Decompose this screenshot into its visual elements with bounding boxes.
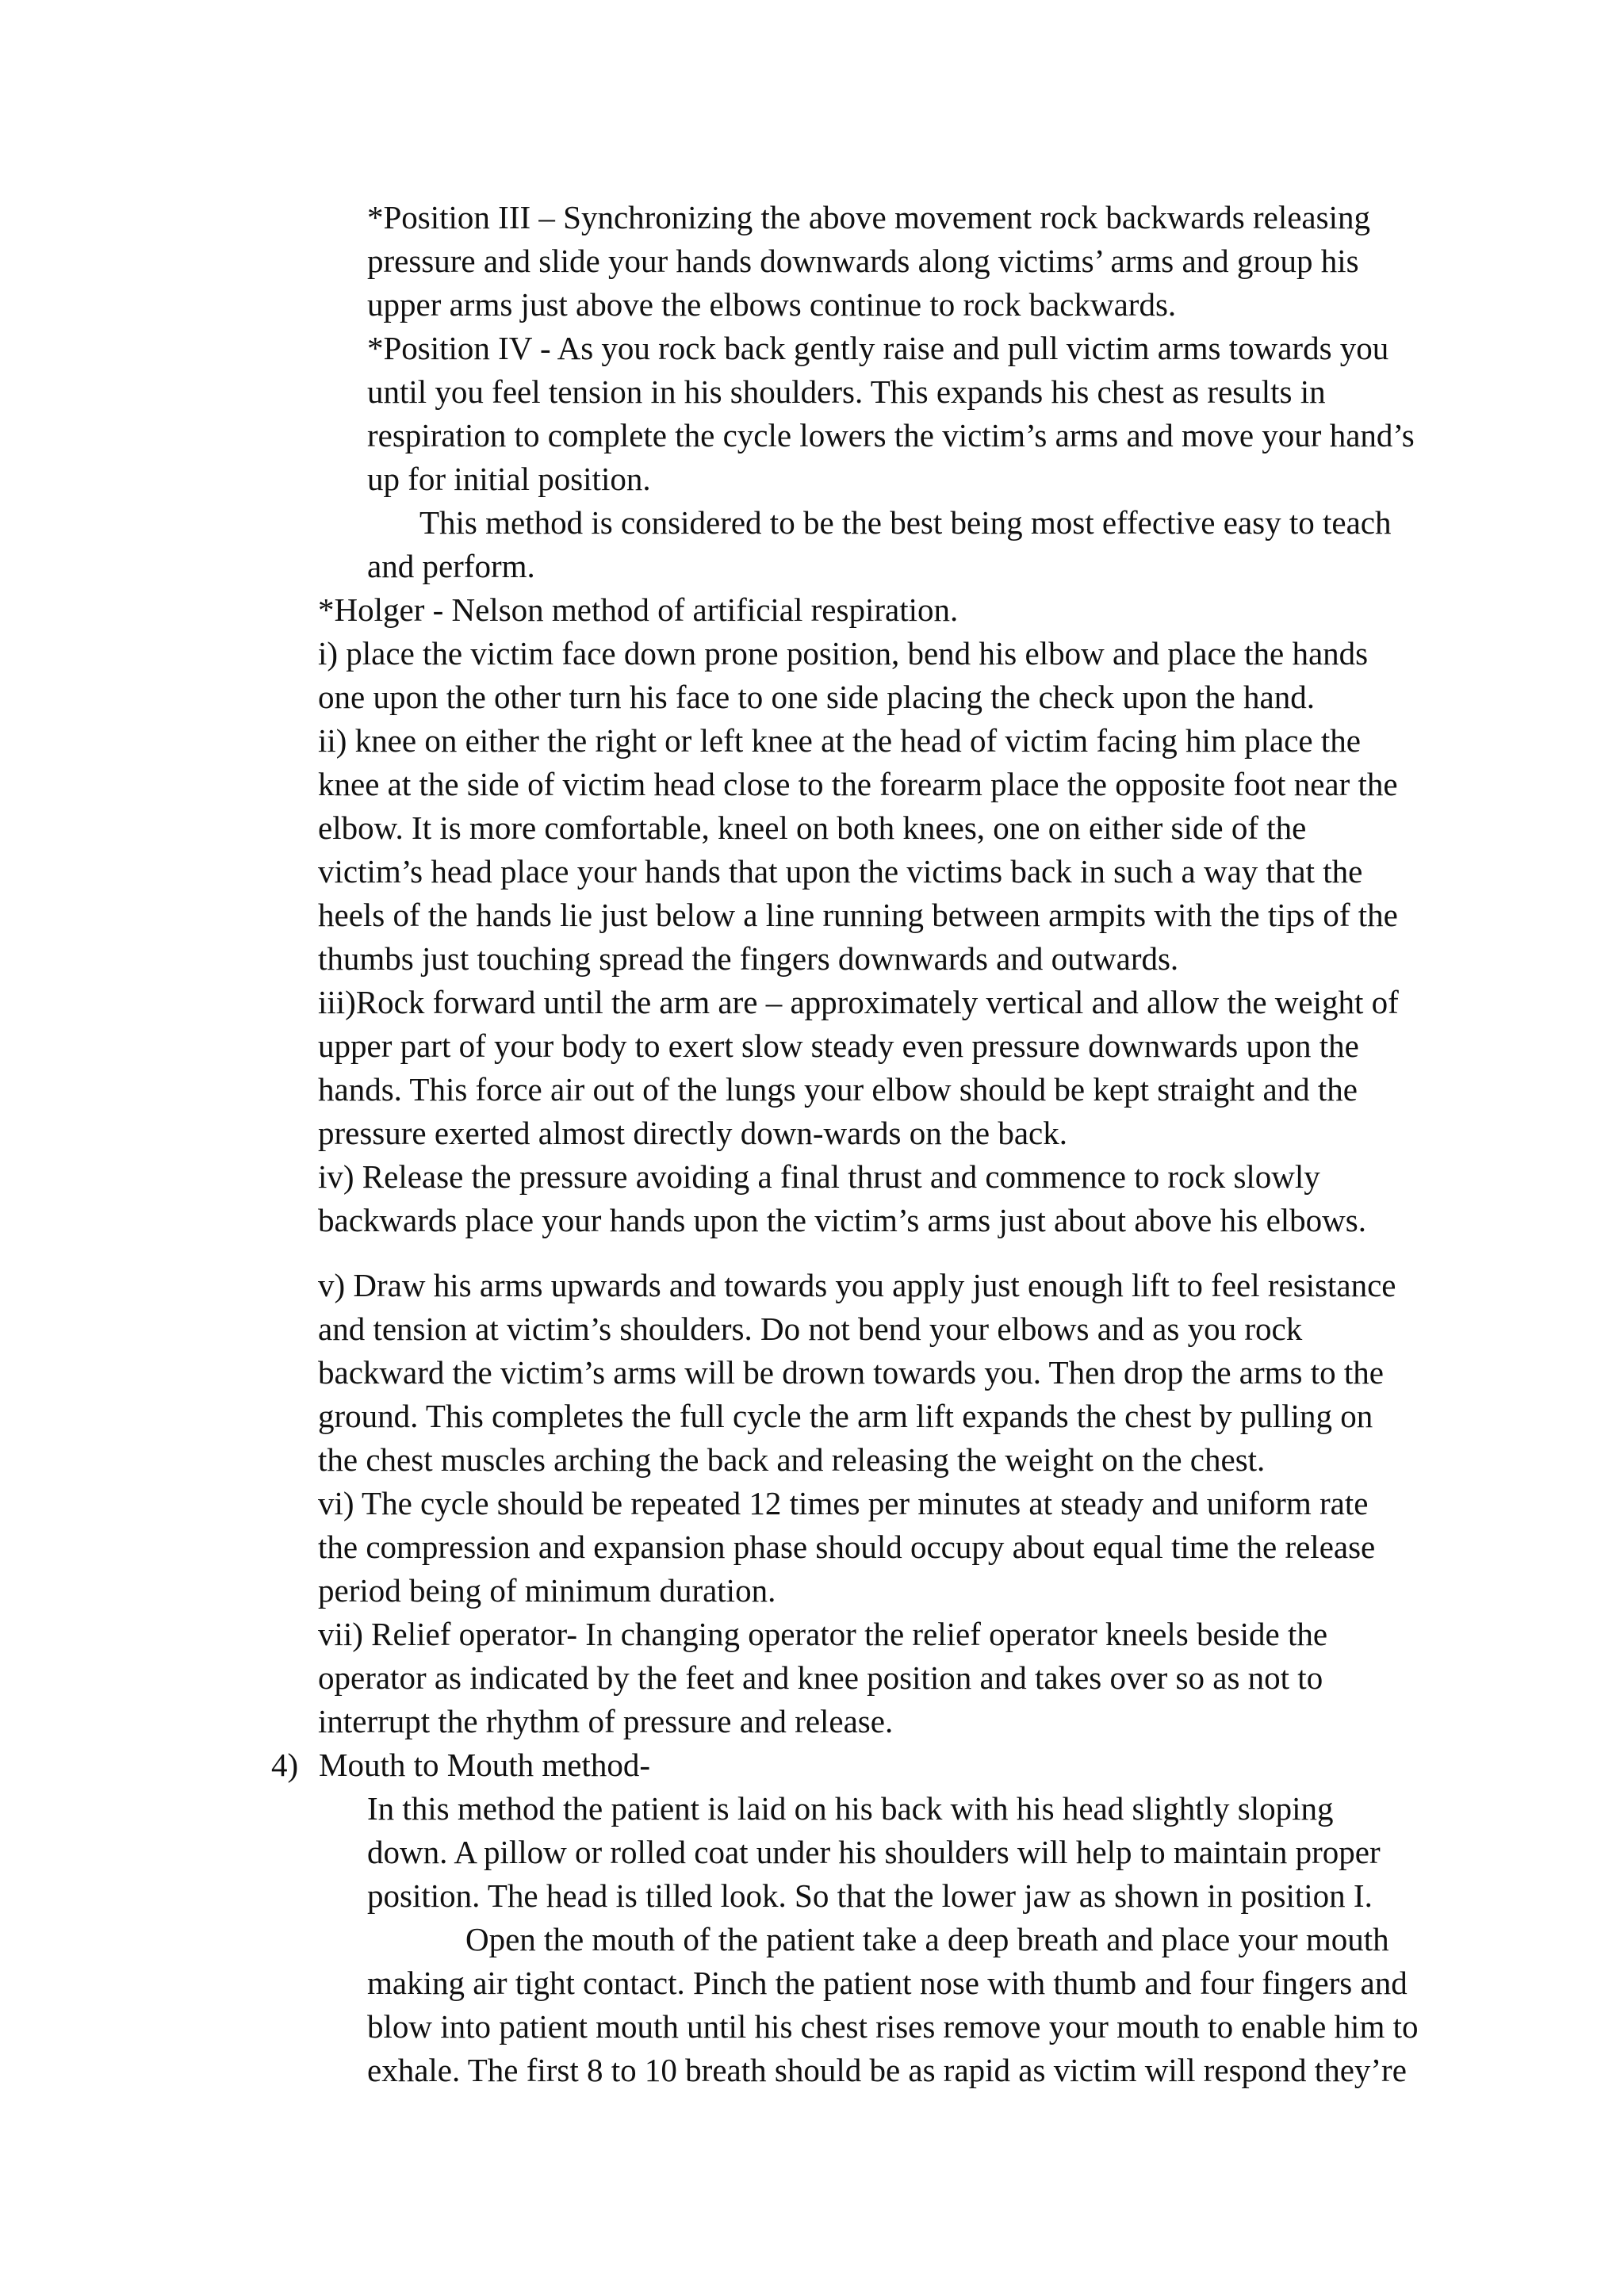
text-line: interrupt the rhythm of pressure and release.: [318, 1703, 894, 1739]
heading-text: Mouth to Mouth method-: [319, 1747, 650, 1783]
text-line: hands. This force air out of the lungs your elbow should be kept straight and the: [318, 1071, 1358, 1108]
text-line: vii) Relief operator- In changing operator the relief operator kneels beside the: [318, 1616, 1328, 1652]
text-line: up for initial position.: [367, 461, 651, 497]
text-line: iv) Release the pressure avoiding a final thrust and commence to rock slowly: [318, 1158, 1320, 1195]
text-line: heels of the hands lie just below a line running between armpits with the tips of the: [318, 897, 1398, 933]
section-heading-mouth-to-mouth: [271, 1743, 650, 1787]
text-line: *Position IV - As you rock back gently raise and pull victim arms towards you: [367, 330, 1389, 366]
text-line: pressure and slide your hands downwards along victims’ arms and group his: [367, 243, 1359, 279]
text-line: making air tight contact. Pinch the patient nose with thumb and four fingers and: [367, 1965, 1408, 2001]
text-line: victim’s head place your hands that upon the victims back in such a way that the: [318, 853, 1363, 890]
section-heading-holger-nelson: *Holger - Nelson method of artificial respiration.: [318, 591, 959, 628]
text-line: until you feel tension in his shoulders. This expands his chest as results in: [367, 373, 1326, 410]
text-line: elbow. It is more comfortable, kneel on both knees, one on either side of the: [318, 809, 1307, 846]
text-line: blow into patient mouth until his chest rises remove your mouth to enable him to: [367, 2008, 1419, 2045]
text-line: ii) knee on either the right or left knee at the head of victim facing him place the: [318, 722, 1361, 759]
text-line: pressure exerted almost directly down-wards on the back.: [318, 1115, 1067, 1151]
text-line: v) Draw his arms upwards and towards you apply just enough lift to feel resistance: [318, 1267, 1396, 1303]
text-line: down. A pillow or rolled coat under his shoulders will help to maintain proper: [367, 1834, 1381, 1870]
text-line: exhale. The first 8 to 10 breath should be as rapid as victim will respond they’re: [367, 2052, 1407, 2088]
text-line: *Position III – Synchronizing the above movement rock backwards releasing: [367, 199, 1370, 235]
text-line: knee at the side of victim head close to the forearm place the opposite foot near the: [318, 766, 1398, 802]
text-line: This method is considered to be the best being most effective easy to teach: [419, 504, 1392, 541]
text-line: period being of minimum duration.: [318, 1572, 776, 1609]
text-line: iii)Rock forward until the arm are – approximately vertical and allow the weight of: [318, 984, 1399, 1020]
text-line: the chest muscles arching the back and releasing the weight on the chest.: [318, 1441, 1266, 1478]
text-line: position. The head is tilled look. So that the lower jaw as shown in position I.: [367, 1877, 1373, 1914]
text-line: Open the mouth of the patient take a deep breath and place your mouth: [465, 1921, 1389, 1957]
text-line: upper arms just above the elbows continue to rock backwards.: [367, 286, 1177, 323]
text-line: and perform.: [367, 548, 535, 584]
text-line: upper part of your body to exert slow steady even pressure downwards upon the: [318, 1027, 1359, 1064]
text-line: ground. This completes the full cycle the arm lift expands the chest by pulling on: [318, 1398, 1373, 1434]
text-line: In this method the patient is laid on his back with his head slightly sloping: [367, 1790, 1334, 1827]
text-line: and tension at victim’s shoulders. Do not bend your elbows and as you rock: [318, 1311, 1303, 1347]
text-line: thumbs just touching spread the fingers downwards and outwards.: [318, 940, 1179, 977]
text-line: backwards place your hands upon the victim’s arms just about above his elbows.: [318, 1202, 1366, 1238]
text-line: vi) The cycle should be repeated 12 times per minutes at steady and uniform rate: [318, 1485, 1369, 1521]
text-line: respiration to complete the cycle lowers the victim’s arms and move your hand’s: [367, 417, 1415, 453]
text-line: one upon the other turn his face to one side placing the check upon the hand.: [318, 679, 1315, 715]
text-line: i) place the victim face down prone position, bend his elbow and place the hands: [318, 635, 1369, 672]
text-line: the compression and expansion phase should occupy about equal time the release: [318, 1529, 1376, 1565]
text-line: backward the victim’s arms will be drown towards you. Then drop the arms to the: [318, 1354, 1384, 1391]
list-number: 4): [271, 1747, 299, 1783]
text-line: operator as indicated by the feet and knee position and takes over so as not to: [318, 1659, 1323, 1696]
